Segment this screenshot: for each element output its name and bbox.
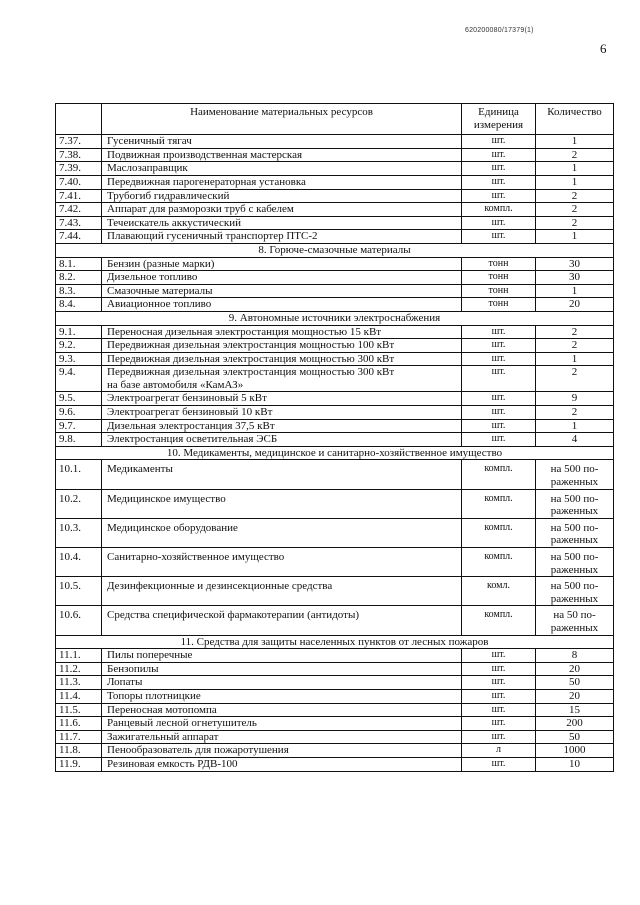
table-row — [56, 162, 614, 176]
row-unit: шт. — [462, 419, 536, 433]
row-number: 11.8. — [56, 744, 102, 758]
row-quantity-line1: на 50 по- — [553, 609, 596, 622]
row-quantity: 9 — [536, 392, 614, 406]
row-name: Электроагрегат бензиновый 10 кВт — [102, 406, 462, 420]
table-row — [56, 216, 614, 230]
row-name: Санитарно-хозяйственное имущество — [102, 548, 462, 577]
row-quantity: 30 — [536, 257, 614, 271]
row-unit: шт. — [462, 392, 536, 406]
row-unit: компл. — [462, 518, 536, 547]
row-quantity: 15 — [536, 703, 614, 717]
row-quantity — [536, 489, 614, 518]
row-quantity-line1: на 500 по- — [550, 580, 599, 593]
table-row — [56, 577, 614, 606]
row-number: 7.44. — [56, 230, 102, 244]
row-quantity: 20 — [536, 298, 614, 312]
row-number: 11.6. — [56, 717, 102, 731]
row-quantity: 2 — [536, 148, 614, 162]
row-number: 10.3. — [56, 518, 102, 547]
table-row — [56, 433, 614, 447]
row-quantity: 4 — [536, 433, 614, 447]
row-unit: шт. — [462, 135, 536, 149]
table-row — [56, 717, 614, 731]
table-row — [56, 460, 614, 489]
row-quantity: 2 — [536, 203, 614, 217]
row-quantity: 2 — [536, 339, 614, 353]
row-name: Гусеничный тягач — [102, 135, 462, 149]
row-quantity: 20 — [536, 689, 614, 703]
row-name: Электростанция осветительная ЭСБ — [102, 433, 462, 447]
row-quantity: 2 — [536, 406, 614, 420]
row-unit: тонн — [462, 257, 536, 271]
row-quantity — [536, 518, 614, 547]
row-unit: шт. — [462, 406, 536, 420]
row-number: 9.3. — [56, 352, 102, 366]
row-name: Плавающий гусеничный транспортер ПТС-2 — [102, 230, 462, 244]
row-name-line2: на базе автомобиля «КамАЗ» — [107, 378, 244, 391]
row-name: Пилы поперечные — [102, 649, 462, 663]
row-quantity: 30 — [536, 271, 614, 285]
section-title: 9. Автономные источники электроснабжения — [56, 311, 614, 325]
row-name: Передвижная дизельная электростанция мощностью 100 кВт — [102, 339, 462, 353]
row-number: 9.5. — [56, 392, 102, 406]
row-quantity: 8 — [536, 649, 614, 663]
section-header-row — [56, 446, 614, 460]
section-header-row — [56, 635, 614, 649]
row-number: 11.2. — [56, 662, 102, 676]
row-name: Смазочные материалы — [102, 284, 462, 298]
row-unit: тонн — [462, 298, 536, 312]
row-name: Средства специфической фармакотерапии (антидоты) — [102, 606, 462, 635]
row-name: Переносная дизельная электростанция мощностью 15 кВт — [102, 325, 462, 339]
table-row — [56, 703, 614, 717]
row-name: Ранцевый лесной огнетушитель — [102, 717, 462, 731]
row-number: 8.1. — [56, 257, 102, 271]
row-unit: компл. — [462, 203, 536, 217]
row-number: 9.1. — [56, 325, 102, 339]
row-unit: шт. — [462, 175, 536, 189]
table-row — [56, 339, 614, 353]
row-name: Бензин (разные марки) — [102, 257, 462, 271]
table-row — [56, 284, 614, 298]
row-number: 10.2. — [56, 489, 102, 518]
row-unit: шт. — [462, 676, 536, 690]
row-unit: шт. — [462, 162, 536, 176]
row-unit: тонн — [462, 271, 536, 285]
page-number: 6 — [600, 41, 607, 56]
row-quantity-line1: на 500 по- — [550, 492, 599, 505]
row-quantity-line2: раженных — [550, 563, 599, 576]
row-unit: шт. — [462, 230, 536, 244]
row-name: Трубогиб гидравлический — [102, 189, 462, 203]
row-quantity — [536, 606, 614, 635]
row-number: 8.2. — [56, 271, 102, 285]
row-unit: шт. — [462, 757, 536, 771]
row-number: 10.4. — [56, 548, 102, 577]
table-row — [56, 230, 614, 244]
row-name: Передвижная парогенераторная установка — [102, 175, 462, 189]
table-row — [56, 649, 614, 663]
row-quantity: 1 — [536, 284, 614, 298]
row-number: 10.1. — [56, 460, 102, 489]
table-row — [56, 392, 614, 406]
row-name: Течеискатель аккустический — [102, 216, 462, 230]
table-header — [56, 104, 614, 135]
row-quantity: 2 — [536, 366, 614, 392]
row-unit: компл. — [462, 489, 536, 518]
row-number: 10.5. — [56, 577, 102, 606]
row-unit: шт. — [462, 730, 536, 744]
row-unit: шт. — [462, 649, 536, 663]
row-quantity: 1 — [536, 175, 614, 189]
table-row — [56, 298, 614, 312]
row-quantity: 1 — [536, 419, 614, 433]
row-number: 7.41. — [56, 189, 102, 203]
row-name: Резиновая емкость РДВ-100 — [102, 757, 462, 771]
row-number: 9.4. — [56, 366, 102, 392]
table-row — [56, 135, 614, 149]
section-header-row — [56, 311, 614, 325]
row-name-line1: Передвижная дизельная электростанция мощностью 300 кВт — [107, 366, 395, 379]
row-quantity: 1 — [536, 230, 614, 244]
row-number: 11.7. — [56, 730, 102, 744]
row-name: Дизельная электростанция 37,5 кВт — [102, 419, 462, 433]
row-quantity — [536, 460, 614, 489]
row-unit: шт. — [462, 717, 536, 731]
header-unit-line2: измерения — [473, 118, 524, 131]
row-name: Передвижная дизельная электростанция мощностью 300 кВт — [102, 352, 462, 366]
table-row — [56, 406, 614, 420]
row-quantity — [536, 577, 614, 606]
table-row — [56, 744, 614, 758]
row-number: 9.8. — [56, 433, 102, 447]
resources-table — [55, 103, 614, 772]
row-unit: комл. — [462, 577, 536, 606]
table-row — [56, 366, 614, 392]
row-quantity: 1 — [536, 135, 614, 149]
row-name: Авиационное топливо — [102, 298, 462, 312]
row-quantity: 2 — [536, 325, 614, 339]
table-row — [56, 730, 614, 744]
table-row — [56, 518, 614, 547]
row-name: Зажигательный аппарат — [102, 730, 462, 744]
section-title: 10. Медикаменты, медицинское и санитарно-хозяйственное имущество — [56, 446, 614, 460]
header-unit — [462, 104, 536, 135]
row-number: 7.43. — [56, 216, 102, 230]
row-quantity: 50 — [536, 730, 614, 744]
row-quantity-line2: раженных — [550, 505, 599, 518]
table-row — [56, 203, 614, 217]
row-unit: шт. — [462, 189, 536, 203]
row-quantity — [536, 548, 614, 577]
row-unit: шт. — [462, 352, 536, 366]
table-row — [56, 175, 614, 189]
table-row — [56, 606, 614, 635]
table-row — [56, 189, 614, 203]
row-quantity: 2 — [536, 216, 614, 230]
row-number: 11.1. — [56, 649, 102, 663]
row-name: Дизельное топливо — [102, 271, 462, 285]
row-name: Бензопилы — [102, 662, 462, 676]
header-unit-line1: Единица — [478, 106, 519, 118]
row-quantity: 2 — [536, 189, 614, 203]
row-number: 7.40. — [56, 175, 102, 189]
row-name: Топоры плотницкие — [102, 689, 462, 703]
row-name: Медикаменты — [102, 460, 462, 489]
row-name: Пенообразователь для пожаротушения — [102, 744, 462, 758]
row-number: 9.7. — [56, 419, 102, 433]
row-name: Дезинфекционные и дезинсекционные средства — [102, 577, 462, 606]
row-unit: шт. — [462, 703, 536, 717]
row-unit: тонн — [462, 284, 536, 298]
row-unit: шт. — [462, 339, 536, 353]
row-quantity-line2: раженных — [550, 621, 599, 634]
row-quantity-line1: на 500 по- — [550, 463, 599, 476]
row-number: 7.38. — [56, 148, 102, 162]
row-name: Медицинское оборудование — [102, 518, 462, 547]
table-row — [56, 662, 614, 676]
table-row — [56, 676, 614, 690]
row-name: Подвижная производственная мастерская — [102, 148, 462, 162]
row-unit: шт. — [462, 662, 536, 676]
row-quantity: 200 — [536, 717, 614, 731]
row-number: 9.6. — [56, 406, 102, 420]
row-number: 7.42. — [56, 203, 102, 217]
row-unit: компл. — [462, 460, 536, 489]
row-quantity-line2: раженных — [550, 534, 599, 547]
row-number: 11.9. — [56, 757, 102, 771]
table-row — [56, 419, 614, 433]
table-row — [56, 257, 614, 271]
row-name — [102, 366, 462, 392]
row-number: 10.6. — [56, 606, 102, 635]
row-name: Медицинское имущество — [102, 489, 462, 518]
row-name: Маслозаправщик — [102, 162, 462, 176]
table-row — [56, 271, 614, 285]
row-quantity-line1: на 500 по- — [550, 551, 599, 563]
row-unit: л — [462, 744, 536, 758]
header-number — [56, 104, 102, 135]
row-number: 11.5. — [56, 703, 102, 717]
header-name: Наименование материальных ресурсов — [102, 104, 462, 135]
table-row — [56, 148, 614, 162]
table-row — [56, 757, 614, 771]
table-row — [56, 689, 614, 703]
row-unit: шт. — [462, 433, 536, 447]
row-quantity-line2: раженных — [550, 592, 599, 605]
row-number: 7.39. — [56, 162, 102, 176]
row-quantity-line1: на 500 по- — [550, 521, 599, 534]
row-quantity: 1 — [536, 352, 614, 366]
row-number: 8.3. — [56, 284, 102, 298]
row-unit: компл. — [462, 548, 536, 577]
row-quantity: 1000 — [536, 744, 614, 758]
row-quantity: 20 — [536, 662, 614, 676]
row-number: 9.2. — [56, 339, 102, 353]
table-row — [56, 489, 614, 518]
table-row — [56, 548, 614, 577]
row-unit: шт. — [462, 689, 536, 703]
row-name: Переносная мотопомпа — [102, 703, 462, 717]
row-name: Электроагрегат бензиновый 5 кВт — [102, 392, 462, 406]
row-name: Аппарат для разморозки труб с кабелем — [102, 203, 462, 217]
row-unit: компл. — [462, 606, 536, 635]
row-number: 8.4. — [56, 298, 102, 312]
row-quantity: 50 — [536, 676, 614, 690]
section-title: 8. Горюче-смазочные материалы — [56, 243, 614, 257]
row-number: 11.4. — [56, 689, 102, 703]
row-quantity: 1 — [536, 162, 614, 176]
table-row — [56, 352, 614, 366]
row-unit: шт. — [462, 216, 536, 230]
row-name: Лопаты — [102, 676, 462, 690]
row-quantity: 10 — [536, 757, 614, 771]
row-unit: шт. — [462, 366, 536, 392]
document-id: 620200080/17379(1) — [465, 27, 534, 34]
table-row — [56, 325, 614, 339]
header-quantity: Количество — [536, 104, 614, 135]
section-title: 11. Средства для защиты населенных пунктов от лесных пожаров — [56, 635, 614, 649]
row-unit: шт. — [462, 325, 536, 339]
row-quantity-line2: раженных — [550, 476, 599, 489]
row-unit: шт. — [462, 148, 536, 162]
row-number: 7.37. — [56, 135, 102, 149]
row-number: 11.3. — [56, 676, 102, 690]
section-header-row — [56, 243, 614, 257]
